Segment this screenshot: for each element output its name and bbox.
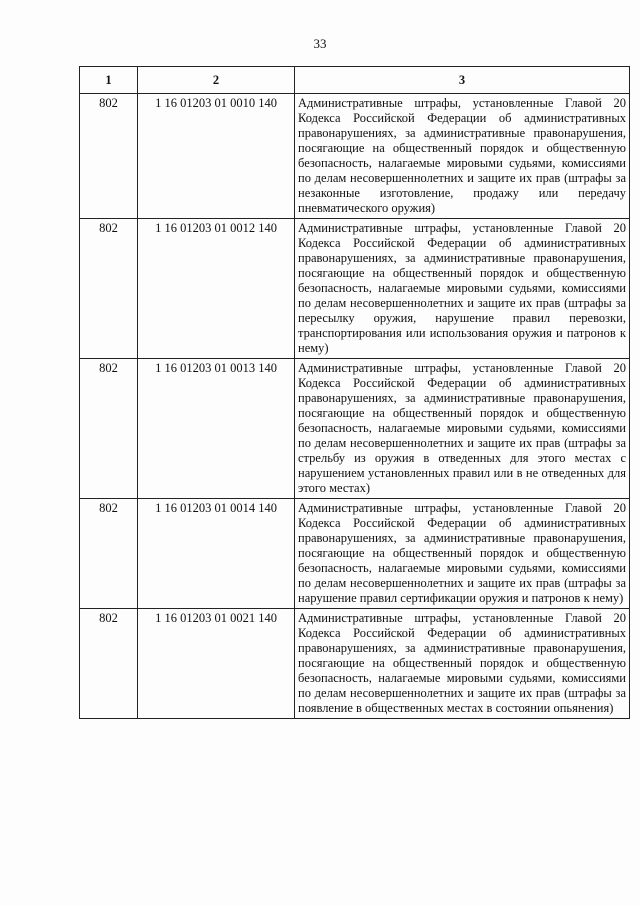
- column-header-2: 2: [138, 67, 295, 94]
- page-number: 33: [313, 36, 327, 51]
- description-cell: Административные штрафы, установленные Главой 20 Кодекса Российской Федерации об административных правонарушениях, за административные правонарушения, посягающие на общественный порядок и общественную безопасность, налагаемые мировыми судьями, комиссиями по делам несовершеннолетних и защите их прав (штрафы за появление в общественных местах в состоянии опьянения): [295, 609, 630, 719]
- admin-code-cell: 802: [80, 359, 138, 499]
- table-row: [80, 219, 630, 359]
- admin-code-cell: 802: [80, 609, 138, 719]
- classification-table: [79, 66, 630, 719]
- table-row: [80, 499, 630, 609]
- table-row: [80, 94, 630, 219]
- description-cell: Административные штрафы, установленные Главой 20 Кодекса Российской Федерации об административных правонарушениях, за административные правонарушения, посягающие на общественный порядок и общественную безопасность, налагаемые мировыми судьями, комиссиями по делам несовершеннолетних и защите их прав (штрафы за незаконные изготовление, продажу или передачу пневматического оружия): [295, 94, 630, 219]
- income-code-cell: 1 16 01203 01 0010 140: [138, 94, 295, 219]
- income-code-cell: 1 16 01203 01 0014 140: [138, 499, 295, 609]
- income-code-cell: 1 16 01203 01 0012 140: [138, 219, 295, 359]
- description-cell: Административные штрафы, установленные Главой 20 Кодекса Российской Федерации об административных правонарушениях, за административные правонарушения, посягающие на общественный порядок и общественную безопасность, налагаемые мировыми судьями, комиссиями по делам несовершеннолетних и защите их прав (штрафы за стрельбу из оружия в отведенных для этого местах с нарушением установленных правил или в не отведенных для этого местах): [295, 359, 630, 499]
- table-header-row: [80, 67, 630, 94]
- description-cell: Административные штрафы, установленные Главой 20 Кодекса Российской Федерации об административных правонарушениях, за административные правонарушения, посягающие на общественный порядок и общественную безопасность, налагаемые мировыми судьями, комиссиями по делам несовершеннолетних и защите их прав (штрафы за нарушение правил сертификации оружия и патронов к нему): [295, 499, 630, 609]
- admin-code-cell: 802: [80, 94, 138, 219]
- income-code-cell: 1 16 01203 01 0021 140: [138, 609, 295, 719]
- admin-code-cell: 802: [80, 499, 138, 609]
- table-row: [80, 609, 630, 719]
- income-code-cell: 1 16 01203 01 0013 140: [138, 359, 295, 499]
- description-cell: Административные штрафы, установленные Главой 20 Кодекса Российской Федерации об административных правонарушениях, за административные правонарушения, посягающие на общественный порядок и общественную безопасность, налагаемые мировыми судьями, комиссиями по делам несовершеннолетних и защите их прав (штрафы за пересылку оружия, нарушение правил перевозки, транспортирования или использования оружия и патронов к нему): [295, 219, 630, 359]
- admin-code-cell: 802: [80, 219, 138, 359]
- table-row: [80, 359, 630, 499]
- column-header-1: 1: [80, 67, 138, 94]
- column-header-3: 3: [295, 67, 630, 94]
